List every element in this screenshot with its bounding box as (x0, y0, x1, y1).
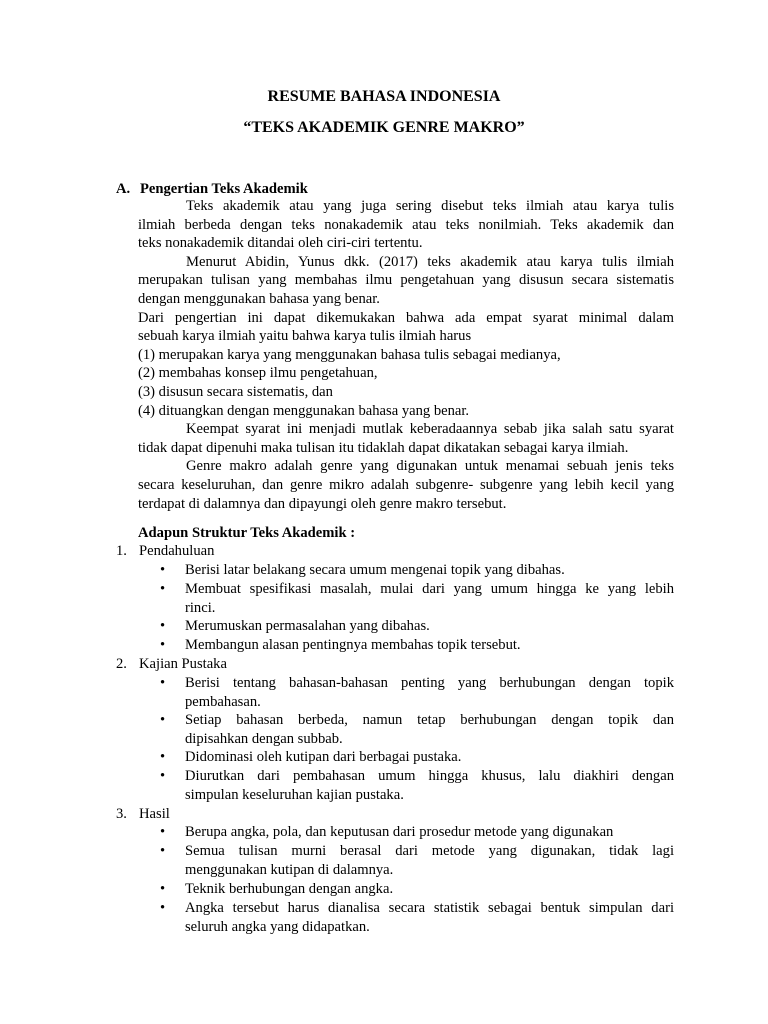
section-a-marker: A. (116, 181, 131, 197)
bullet-icon: • (160, 824, 166, 840)
bullet-text: Membangun alasan pentingnya membahas topik tersebut. (185, 637, 521, 653)
structure-item-kajian-pustaka (116, 655, 227, 674)
requirement-item: (4) dituangkan dengan menggunakan bahasa yang benar. (138, 402, 470, 419)
bullet-icon: • (160, 749, 166, 765)
paragraph-line: Dari pengertian ini dapat dikemukakan bahwa ada empat syarat minimal dalam (138, 309, 674, 326)
bullet-text: pembahasan. (185, 693, 261, 710)
paragraph-line: dengan menggunakan bahasa yang benar. (138, 290, 380, 307)
section-a-body (138, 197, 674, 513)
bullet-icon: • (160, 637, 166, 653)
bullet-icon: • (160, 675, 166, 691)
item-label: Pendahuluan (139, 543, 215, 559)
section-a-heading (116, 180, 308, 199)
structure-item-hasil (116, 805, 170, 824)
paragraph-line: Teks akademik atau yang juga sering disebut teks ilmiah atau karya tulis (186, 198, 674, 214)
bullet-text: seluruh angka yang didapatkan. (185, 918, 370, 935)
bullet-icon: • (160, 881, 166, 897)
paragraph-line: tidak dapat dipenuhi maka tulisan itu tidaklah dapat dikatakan sebagai karya ilmiah. (138, 439, 629, 456)
bullet-text: Berisi tentang bahasan-bahasan penting yang berhubungan dengan topik (185, 675, 674, 691)
bullet-text: rinci. (185, 599, 216, 616)
item-label: Kajian Pustaka (139, 656, 227, 672)
bullet-text: Semua tulisan murni berasal dari metode yang digunakan, tidak lagi (185, 843, 674, 859)
paragraph-line: sebuah karya ilmiah yaitu bahwa karya tulis ilmiah harus (138, 328, 472, 345)
document-title: RESUME BAHASA INDONESIA (267, 88, 501, 105)
requirement-item: (1) merupakan karya yang menggunakan bahasa tulis sebagai medianya, (138, 346, 561, 363)
bullet-text: Berisi latar belakang secara umum mengenai topik yang dibahas. (185, 562, 565, 578)
bullet-text: Berupa angka, pola, dan keputusan dari prosedur metode yang digunakan (185, 824, 614, 840)
item-number: 3. (116, 806, 127, 822)
bullet-icon: • (160, 843, 166, 859)
item-number: 2. (116, 656, 127, 672)
bullet-text: simpulan keseluruhan kajian pustaka. (185, 786, 404, 803)
bullet-text: Merumuskan permasalahan yang dibahas. (185, 618, 430, 634)
requirement-item: (3) disusun secara sistematis, dan (138, 383, 333, 400)
structure-heading: Adapun Struktur Teks Akademik : (138, 525, 356, 541)
bullet-icon: • (160, 618, 166, 634)
bullet-icon: • (160, 712, 166, 728)
section-a-title: Pengertian Teks Akademik (140, 181, 308, 197)
bullet-icon: • (160, 900, 166, 916)
item-number: 1. (116, 543, 127, 559)
bullet-text: dipisahkan dengan subbab. (185, 730, 343, 747)
bullet-text: Diurutkan dari pembahasan umum hingga khusus, lalu diakhiri dengan (185, 768, 674, 784)
bullet-text: Didominasi oleh kutipan dari berbagai pustaka. (185, 749, 462, 765)
requirement-item: (2) membahas konsep ilmu pengetahuan, (138, 365, 378, 382)
bullet-text: Membuat spesifikasi masalah, mulai dari yang umum hingga ke yang lebih (185, 581, 674, 597)
structure-item-pendahuluan (116, 542, 214, 561)
paragraph-line: teks nonakademik ditandai oleh ciri-ciri tertentu. (138, 235, 423, 252)
bullet-text: Teknik berhubungan dengan angka. (185, 881, 394, 897)
bullet-icon: • (160, 562, 166, 578)
item-label: Hasil (139, 806, 170, 822)
bullet-text: Angka tersebut harus dianalisa secara statistik sebagai bentuk simpulan dari (185, 900, 674, 916)
bullet-text: menggunakan kutipan di dalamnya. (185, 861, 394, 878)
paragraph-line: Keempat syarat ini menjadi mutlak keberadaannya sebab jika salah satu syarat (186, 421, 674, 438)
paragraph-line: merupakan tulisan yang membahas ilmu pengetahuan yang disusun secara sistematis (138, 272, 674, 289)
paragraph-line: ilmiah berbeda dengan teks nonakademik atau teks nonilmiah. Teks akademik dan (138, 216, 674, 233)
paragraph-line: Genre makro adalah genre yang digunakan untuk menamai sebuah jenis teks (186, 458, 674, 475)
document-subtitle: “TEKS AKADEMIK GENRE MAKRO” (243, 119, 525, 136)
bullet-icon: • (160, 581, 166, 597)
bullet-text: Setiap bahasan berbeda, namun tetap berhubungan dengan topik dan (185, 712, 674, 728)
paragraph-line: terdapat di dalamnya dan dipayungi oleh genre makro tersebut. (138, 495, 507, 512)
paragraph-line: secara keseluruhan, dan genre mikro adalah subgenre- subgenre yang lebih kecil yang (138, 476, 674, 493)
paragraph-line: Menurut Abidin, Yunus dkk. (2017) teks akademik atau karya tulis ilmiah (186, 253, 674, 270)
bullet-icon: • (160, 768, 166, 784)
